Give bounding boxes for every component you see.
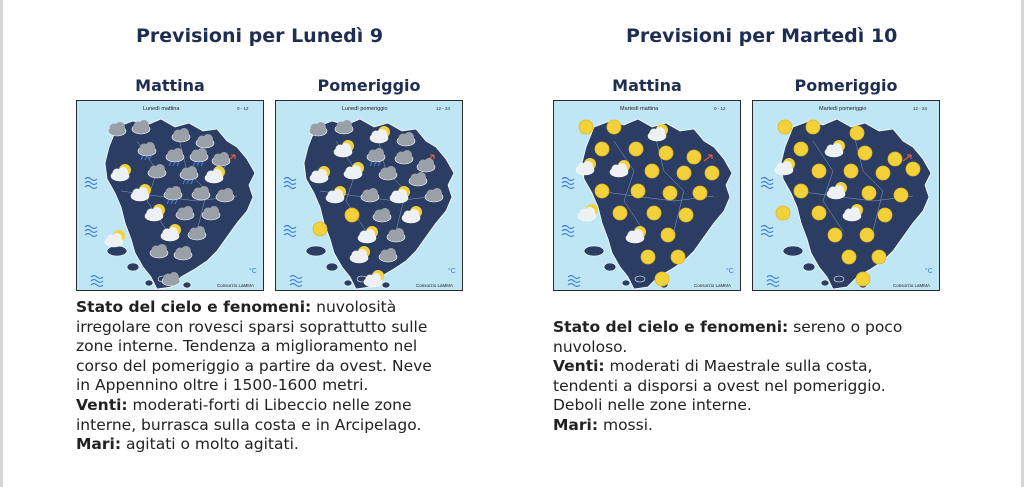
map-credit: Consorzio LaMMA (694, 283, 732, 288)
sun-icon (705, 166, 719, 180)
wind-line-0 (76, 396, 432, 416)
sun-icon (671, 250, 685, 264)
map-hours: 12 - 24 (913, 106, 928, 111)
island (326, 263, 338, 271)
sun-icon (828, 228, 842, 242)
map-credit: Consorzio LaMMA (416, 283, 454, 288)
map-hours: 0 - 12 (237, 106, 249, 111)
sun-icon (878, 208, 892, 222)
sky-line-0 (76, 298, 432, 318)
temp-unit-label: °C (726, 268, 734, 275)
sun-icon (679, 208, 693, 222)
sun-icon (776, 206, 790, 220)
sea-line (553, 416, 902, 436)
sea-line (76, 435, 432, 455)
sun-icon (860, 228, 874, 242)
island (306, 246, 326, 256)
wind-line-2: Deboli nelle zone interne. (553, 396, 752, 415)
day-title: Previsioni per Lunedì 9 (136, 25, 384, 47)
island (145, 280, 153, 286)
sky-label: Stato del cielo e fenomeni: (553, 318, 789, 336)
sun-icon (659, 146, 673, 160)
sky-text: sereno o poco (788, 318, 903, 336)
sky-line-4: in Appennino oltre i 1500-1600 metri. (76, 376, 369, 395)
sun-icon (677, 166, 691, 180)
sun-icon (906, 162, 920, 176)
morning-label: Mattina (612, 76, 682, 95)
wind-text: moderati-forti di Libeccio nelle zone (127, 395, 412, 414)
afternoon-label: Pomeriggio (317, 76, 421, 95)
wind-line-0 (553, 357, 902, 377)
sun-icon (888, 152, 902, 166)
map-graphic (753, 101, 939, 290)
island (107, 246, 127, 256)
sky-line-3: corso del pomeriggio a partire da ovest. Neve (76, 356, 432, 375)
map-graphic (276, 101, 462, 290)
sky-line-1: nuvoloso. (553, 337, 628, 356)
map-credit: Consorzio LaMMA (893, 283, 931, 288)
island (635, 276, 645, 282)
sun-icon (613, 206, 627, 220)
island (803, 263, 815, 271)
sky-line-0 (553, 318, 902, 338)
map-hours: 12 - 24 (436, 106, 451, 111)
sky-line-1: irregolare con rovesci sparsi soprattutto sulle (76, 317, 428, 336)
island (834, 276, 844, 282)
sea-label: Mari: (553, 415, 599, 434)
island (382, 282, 390, 288)
sun-icon (345, 208, 359, 222)
island (783, 246, 803, 256)
sun-icon (687, 150, 701, 164)
sun-icon (595, 184, 609, 198)
afternoon-label: Pomeriggio (794, 76, 898, 95)
sun-icon (794, 142, 808, 156)
weather-map-morning (76, 100, 264, 291)
sky-line-2: zone interne. Tendenza a miglioramento nel (76, 337, 418, 356)
temp-unit-label: °C (925, 268, 933, 275)
sun-icon (641, 250, 655, 264)
wind-text: moderati di Maestrale sulla costa, (604, 357, 873, 376)
sun-icon (844, 164, 858, 178)
weather-map-afternoon (275, 100, 463, 291)
map-graphic (554, 101, 740, 290)
sun-icon (647, 206, 661, 220)
island (821, 280, 829, 286)
temp-unit-label: °C (448, 268, 456, 275)
wind-line-1: tendenti a disporsi a ovest nel pomeriggio. (553, 376, 886, 395)
sun-icon (313, 222, 327, 236)
sun-icon (862, 186, 876, 200)
sky-text: nuvolosità (311, 298, 397, 316)
sun-icon (778, 120, 792, 134)
sun-icon (655, 272, 669, 286)
island (183, 282, 191, 288)
temp-unit-label: °C (249, 268, 257, 275)
sun-icon (858, 146, 872, 160)
island (604, 263, 616, 271)
sun-icon (794, 184, 808, 198)
sun-icon (663, 186, 677, 200)
sea-label: Mari: (76, 435, 122, 454)
wind-label: Venti: (76, 395, 128, 414)
weather-map-afternoon (752, 100, 940, 291)
island (622, 280, 630, 286)
weather-map-morning (553, 100, 741, 291)
sun-icon (876, 166, 890, 180)
sky-label: Stato del cielo e fenomeni: (76, 298, 312, 316)
wind-line-1: interne, burrasca sulla costa e in Arcipelago. (76, 415, 422, 434)
sea-text: mossi. (598, 415, 653, 434)
sun-icon (645, 164, 659, 178)
map-graphic (77, 101, 263, 290)
sun-icon (850, 126, 864, 140)
sun-icon (872, 250, 886, 264)
sun-icon (693, 186, 707, 200)
sun-icon (806, 120, 820, 134)
page-edge-left (0, 0, 3, 487)
island (344, 280, 352, 286)
sun-icon (842, 250, 856, 264)
sun-icon (812, 206, 826, 220)
map-caption: Lunedì pomeriggio (342, 106, 388, 112)
map-hours: 0 - 12 (714, 106, 726, 111)
island (584, 246, 604, 256)
sun-icon (812, 164, 826, 178)
morning-label: Mattina (135, 76, 205, 95)
sun-icon (607, 120, 621, 134)
sun-icon (856, 272, 870, 286)
day-title: Previsioni per Martedì 10 (626, 25, 898, 47)
island (127, 263, 139, 271)
map-caption: Lunedì mattina (143, 106, 180, 112)
sun-icon (629, 142, 643, 156)
map-caption: Martedì mattina (620, 106, 659, 112)
sun-icon (894, 188, 908, 202)
sun-icon (595, 142, 609, 156)
wind-label: Venti: (553, 357, 605, 376)
map-caption: Martedì pomeriggio (819, 106, 867, 112)
sea-text: agitati o molto agitati. (121, 435, 299, 454)
sun-icon (631, 184, 645, 198)
sun-icon (579, 120, 593, 134)
forecast-description (553, 318, 902, 436)
sun-icon (661, 228, 675, 242)
map-credit: Consorzio LaMMA (217, 283, 255, 288)
forecast-description (76, 298, 432, 455)
